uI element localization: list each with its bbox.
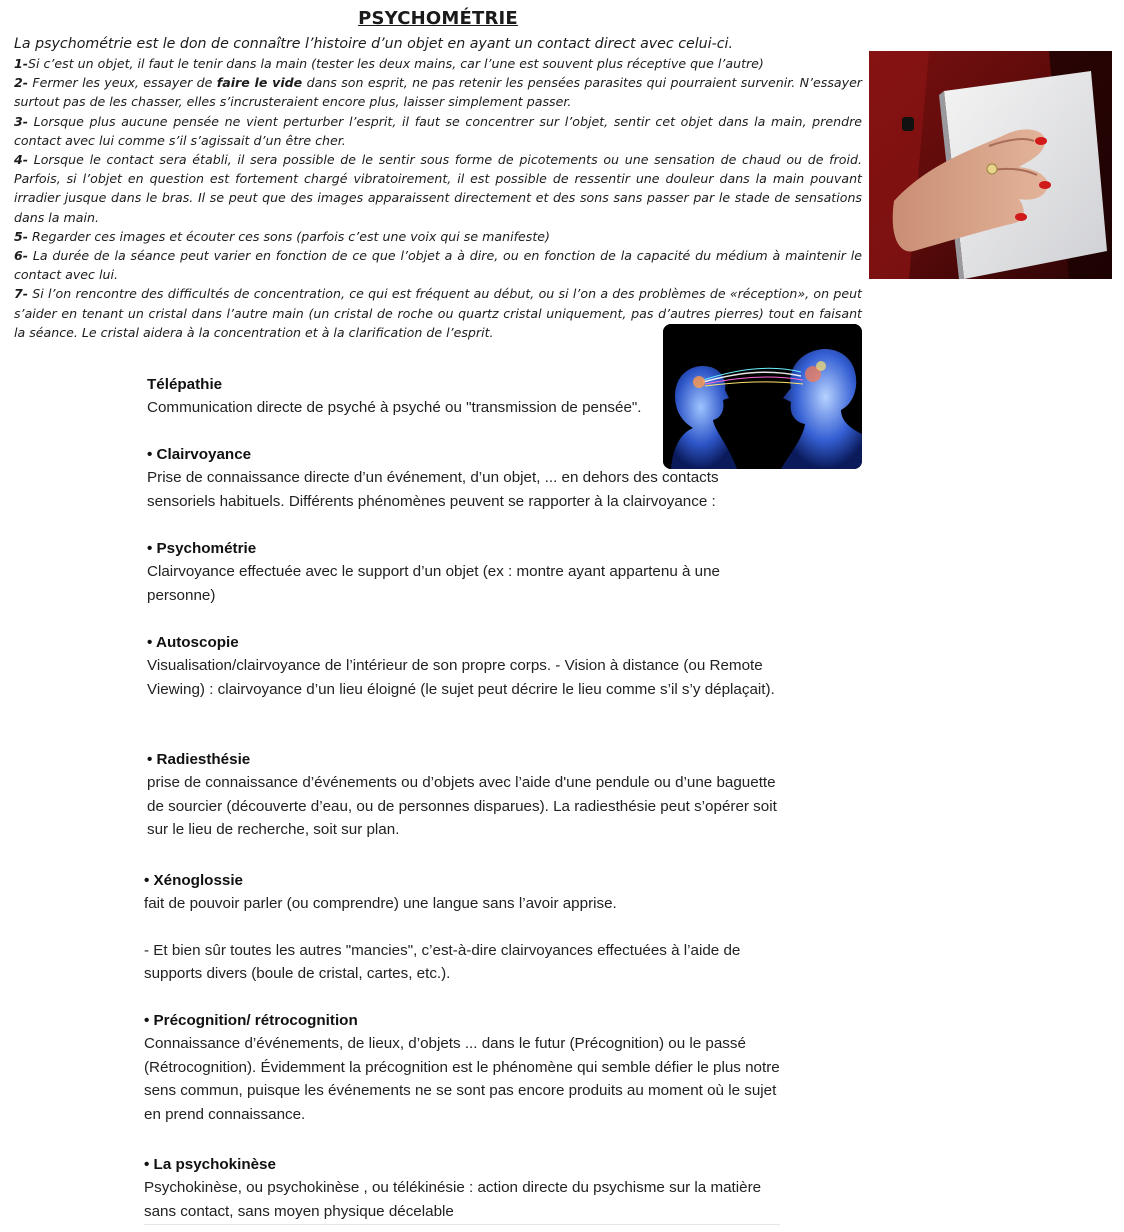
- step-number: 6-: [14, 248, 28, 264]
- step-number: 3-: [14, 113, 28, 129]
- step-number: 5-: [14, 228, 28, 244]
- step-number: 2-: [14, 75, 28, 91]
- step-emphasis: faire le vide: [216, 75, 303, 91]
- section-body: Communication directe de psyché à psyché ou "transmission de pensée".: [147, 399, 642, 417]
- intro-text: La psychométrie est le don de connaître l’histoire d’un objet en ayant un contact direct avec celui-ci.: [14, 36, 733, 52]
- section-heading: • Clairvoyance: [147, 446, 252, 463]
- section-heading: • Xénoglossie: [144, 872, 244, 889]
- step-6: [14, 246, 862, 284]
- section-xenoglossie: [144, 869, 784, 916]
- section-heading: • Précognition/ rétrocognition: [144, 1012, 358, 1029]
- section-precognition: [144, 1009, 784, 1126]
- section-heading: Télépathie: [147, 376, 223, 393]
- section-body: fait de pouvoir parler (ou comprendre) une langue sans l’avoir apprise.: [144, 895, 617, 913]
- step-5: [14, 227, 862, 246]
- section-psychokinese: [144, 1153, 784, 1223]
- page-title: PSYCHOMÉTRIE: [358, 8, 518, 29]
- step-text: Lorsque plus aucune pensée ne vient perturber l’esprit, il faut se concentrer sur l’objet, sentir cet objet dans la main, prendre contact avec lui comme s’il s’agissait d’un être cher.: [14, 113, 862, 148]
- section-heading: • Psychométrie: [147, 540, 257, 557]
- step-2: [14, 73, 862, 111]
- hand-photo-drawing: [869, 51, 1112, 279]
- step-text: Lorsque le contact sera établi, il sera possible de le sentir sous forme de picotements ou une sensation de chaud ou de froid. Parfois, si l’objet en question est fortement chargé vibratoirement, il est possible de ressentir une douleur dans la main pouvant irradier jusque dans le bras. Il se peut que des images apparaissent directement et des sons sans passer par le stade de sensations dans la main.: [14, 152, 862, 225]
- section-clairvoyance: [147, 443, 787, 513]
- step-3: [14, 112, 862, 150]
- step-text: Si l’on rencontre des difficultés de concentration, ce qui est fréquent au début, ou si l’on a des problèmes de «réception», on peut s’aider en tenant un cristal dans l’autre main (un cristal de roche ou quartz cristal uniquement, pas d’autres pierres) tout en faisant la séance. Le cristal aidera à la concentration et à la clarification de l’esprit.: [14, 286, 862, 340]
- step-1: [14, 54, 862, 73]
- section-psychometrie: [147, 537, 787, 607]
- section-mancies: [144, 939, 784, 986]
- hand-on-envelope-photo: [869, 51, 1112, 279]
- step-text: dans son esprit, ne pas retenir les pensées parasites qui pourraient survenir. N’essayer surtout pas de les chasser, elles s’incrusteraient encore plus, laisser simplement passer.: [14, 75, 862, 110]
- step-text: Fermer les yeux, essayer de: [28, 75, 217, 91]
- section-autoscopie: [147, 631, 787, 701]
- section-body: Visualisation/clairvoyance de l’intérieur de son propre corps. - Vision à distance (ou Remote Viewing) : clairvoyance d’un lieu éloigné (le sujet peut décrire le lieu comme s’il s’y déplaçait).: [147, 657, 775, 698]
- divider: [144, 1224, 780, 1225]
- section-body: Clairvoyance effectuée avec le support d’un objet (ex : montre ayant appartenu à une personne): [147, 563, 720, 604]
- section-body: - Et bien sûr toutes les autres "mancies", c’est-à-dire clairvoyances effectuées à l’aide de supports divers (boule de cristal, cartes, etc.).: [144, 942, 741, 983]
- step-4: [14, 150, 862, 227]
- section-heading: • Radiesthésie: [147, 751, 251, 768]
- section-body: Prise de connaissance directe d’un événement, d’un objet, ... en dehors des contacts sensoriels habituels. Différents phénomènes peuvent se rapporter à la clairvoyance :: [147, 469, 719, 510]
- step-text: Regarder ces images et écouter ces sons (parfois c’est une voix qui se manifeste): [28, 228, 550, 244]
- step-text: La durée de la séance peut varier en fonction de ce que l’objet a à dire, ou en fonction de la capacité du médium à maintenir le contact avec lui.: [14, 248, 862, 283]
- section-body: prise de connaissance d’événements ou d’objets avec l’aide d'une pendule ou d’une baguette de sourcier (découverte d’eau, ou de personnes disparues). La radiesthésie peut s’opérer soit sur le lieu de recherche, soit sur plan.: [147, 774, 777, 839]
- step-number: 1-: [14, 56, 28, 71]
- section-radiesthesie: [147, 748, 787, 842]
- section-telepathie: [147, 373, 677, 420]
- step-number: 7-: [14, 286, 28, 302]
- section-heading: • La psychokinèse: [144, 1156, 276, 1173]
- section-heading: • Autoscopie: [147, 634, 239, 651]
- intro-block: [14, 34, 862, 342]
- section-body: Psychokinèse, ou psychokinèse , ou télékinésie : action directe du psychisme sur la matière sans contact, sans moyen physique décelable: [144, 1179, 762, 1220]
- section-body: Connaissance d’événements, de lieux, d’objets ... dans le futur (Précognition) ou le passé (Rétrocognition). Évidemment la précognition est le phénomène qui semble défier le plus notre sens commun, puisque les événements ne se sont pas encore produits au moment où le sujet en prend connaissance.: [144, 1035, 780, 1123]
- step-number: 4-: [14, 152, 28, 168]
- step-text: Si c’est un objet, il faut le tenir dans la main (tester les deux mains, car l’une est souvent plus réceptive que l’autre): [28, 56, 764, 71]
